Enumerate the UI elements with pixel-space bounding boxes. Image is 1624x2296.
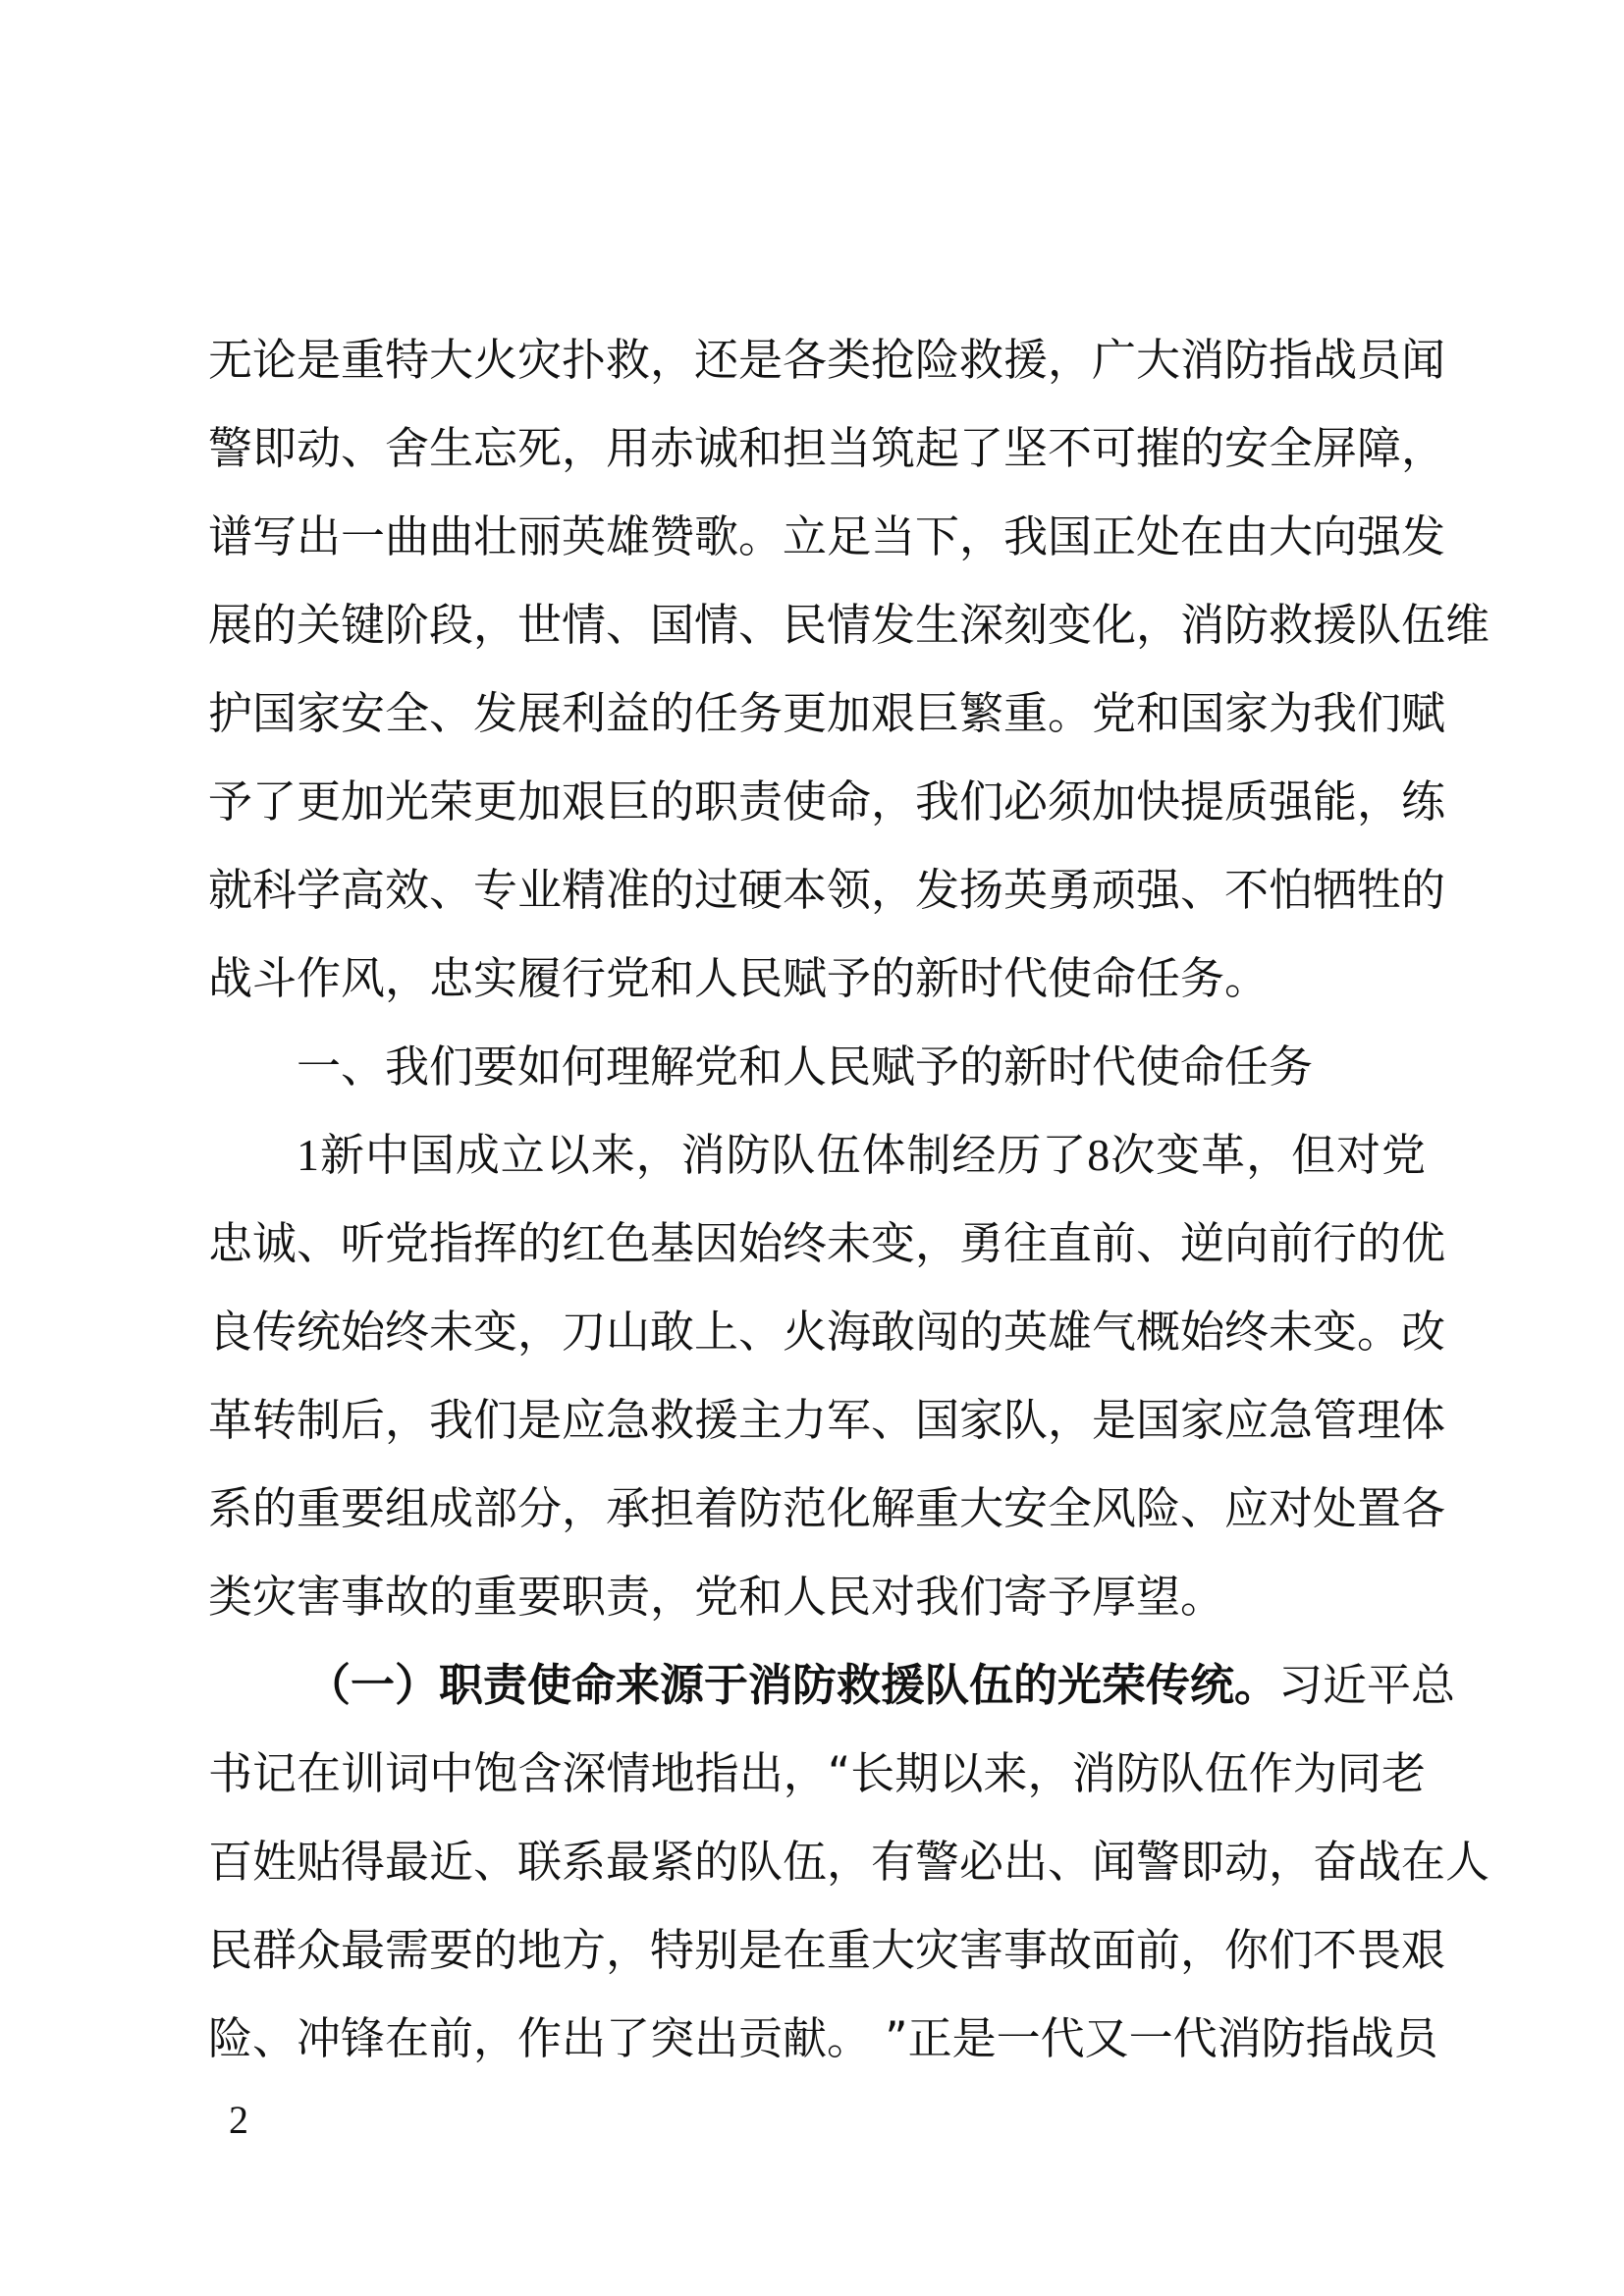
text-line: 忠诚、听党指挥的红色基因始终未变，勇往直前、逆向前行的优: [208, 1217, 1446, 1269]
text-line: 书记在训词中饱含深情地指出，“长期以来，消防队伍作为同老: [208, 1747, 1426, 1799]
text-fragment: 次变革，但对党: [1110, 1129, 1426, 1181]
text-fragment: 新中国成立以来，消防队伍体制经历了: [319, 1129, 1088, 1181]
text-line: 护国家安全、发展利益的任务更加艰巨繁重。党和国家为我们赋: [208, 687, 1446, 739]
text-fragment: 习近平总: [1278, 1659, 1456, 1711]
body-text: [208, 316, 1490, 2083]
text-line: 革转制后，我们是应急救援主力军、国家队，是国家应急管理体: [208, 1394, 1446, 1446]
text-line: 民群众最需要的地方，特别是在重大灾害事故面前，你们不畏艰: [208, 1924, 1446, 1976]
inline-number: 8: [1087, 1130, 1110, 1180]
text-line: 予了更加光荣更加艰巨的职责使命，我们必须加快提质强能，练: [208, 775, 1446, 828]
text-line: 警即动、舍生忘死，用赤诚和担当筑起了坚不可摧的安全屏障，: [208, 422, 1446, 474]
text-line: 展的关键阶段，世情、国情、民情发生深刻变化，消防救援队伍维: [208, 599, 1490, 651]
list-number: 1: [297, 1130, 319, 1180]
text-line: 谱写出一曲曲壮丽英雄赞歌。立足当下，我国正处在由大向强发: [208, 510, 1446, 562]
text-line: [208, 1111, 1426, 1200]
page-number: 2: [229, 2098, 248, 2142]
text-line: 无论是重特大火灾扑救，还是各类抢险救援，广大消防指战员闻: [208, 334, 1446, 386]
text-line: 系的重要组成部分，承担着防范化解重大安全风险、应对处置各: [208, 1482, 1446, 1534]
section-heading: 一、我们要如何理解党和人民赋予的新时代使命任务: [297, 1041, 1314, 1093]
text-line: 战斗作风，忠实履行党和人民赋予的新时代使命任务。: [208, 952, 1270, 1004]
text-line: 百姓贴得最近、联系最紧的队伍，有警必出、闻警即动，奋战在人: [208, 1836, 1490, 1888]
text-line: 类灾害事故的重要职责，党和人民对我们寄予厚望。: [208, 1571, 1225, 1623]
text-line: [208, 1641, 1456, 1730]
text-line: 良传统始终未变，刀山敢上、火海敢闯的英雄气概始终未变。改: [208, 1306, 1446, 1358]
subsection-heading: （一）职责使命来源于消防救援队伍的光荣传统。: [306, 1659, 1279, 1711]
text-line: 就科学高效、专业精准的过硬本领，发扬英勇顽强、不怕牺牲的: [208, 864, 1446, 916]
text-line: 险、冲锋在前，作出了突出贡献。 ”正是一代又一代消防指战员: [208, 2012, 1438, 2064]
